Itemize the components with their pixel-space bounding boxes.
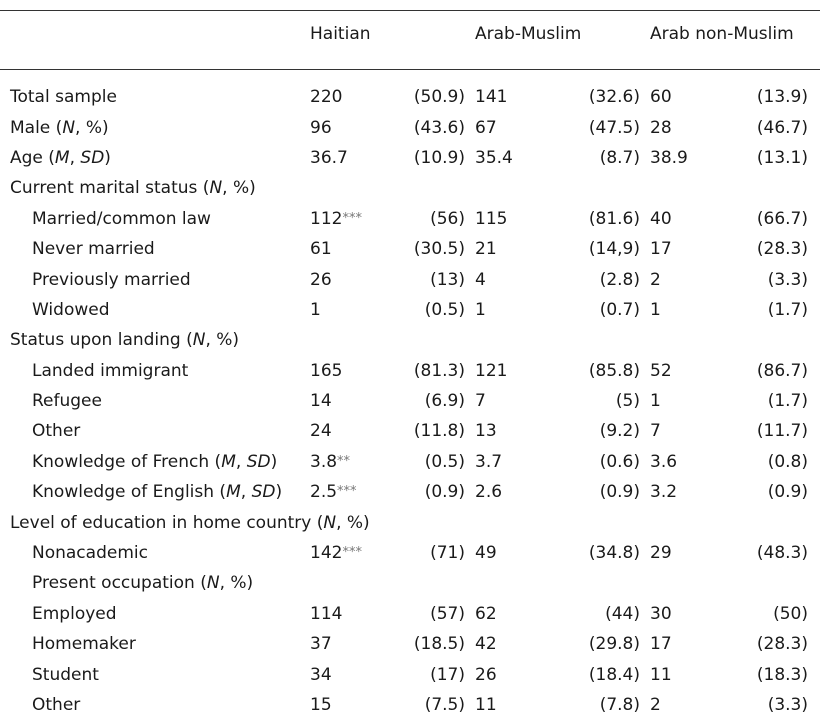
haitian-pct-cell	[395, 538, 475, 568]
row-label: Employed	[32, 603, 117, 624]
row-label: Homemaker	[32, 634, 136, 655]
haitian-pct-value: (0.5)	[424, 451, 466, 472]
haitian-n-value: 114	[310, 603, 343, 624]
row-label-part: SD	[80, 147, 105, 168]
haitian-pct-cell	[395, 295, 475, 325]
arab-muslim-n-value: 11	[475, 695, 497, 715]
row-label: Refugee	[32, 391, 102, 412]
arab-non-muslim-n-cell	[650, 234, 720, 264]
section-header-row	[0, 173, 820, 203]
arab-muslim-n-cell	[475, 416, 560, 446]
arab-muslim-pct-value: (9.2)	[599, 421, 641, 442]
arab-non-muslim-pct-cell	[720, 416, 820, 446]
arab-non-muslim-pct-value: (11.7)	[756, 421, 809, 442]
haitian-n-cell	[310, 477, 395, 507]
section-header-row	[0, 568, 820, 598]
haitian-pct-cell	[395, 416, 475, 446]
table-row	[0, 538, 820, 568]
row-label-part: M	[226, 482, 241, 503]
haitian-n-value: 14	[310, 391, 332, 412]
arab-non-muslim-pct-cell	[720, 477, 820, 507]
arab-muslim-n-value: 21	[475, 239, 497, 260]
row-label-part: SD	[246, 451, 271, 472]
arab-muslim-n-cell	[475, 477, 560, 507]
haitian-n-cell	[310, 659, 395, 689]
row-label: Never married	[32, 239, 155, 260]
arab-non-muslim-pct-cell	[720, 356, 820, 386]
arab-muslim-pct-cell	[560, 538, 650, 568]
table-row	[0, 82, 820, 112]
table-row	[0, 264, 820, 294]
haitian-pct-value: (43.6)	[413, 117, 466, 138]
row-label: Nonacademic	[32, 543, 148, 564]
table-row	[0, 599, 820, 629]
haitian-pct-cell	[395, 264, 475, 294]
haitian-pct-cell	[395, 112, 475, 142]
arab-non-muslim-n-cell	[650, 356, 720, 386]
arab-non-muslim-n-value: 52	[650, 360, 672, 381]
haitian-n-cell	[310, 112, 395, 142]
row-label-part: Present occupation (	[32, 573, 207, 594]
arab-non-muslim-n-value: 38.9	[650, 147, 688, 168]
arab-muslim-pct-cell	[560, 416, 650, 446]
arab-muslim-n-value: 13	[475, 421, 497, 442]
arab-muslim-pct-value: (0.7)	[599, 299, 641, 320]
haitian-n-cell	[310, 416, 395, 446]
row-label-part: Knowledge of French (	[32, 451, 222, 472]
arab-non-muslim-pct-value: (86.7)	[756, 360, 809, 381]
header-label-spacer	[0, 0, 310, 71]
haitian-pct-value: (30.5)	[413, 239, 466, 260]
arab-non-muslim-pct-value: (1.7)	[767, 391, 809, 412]
haitian-n-value: 15	[310, 695, 332, 715]
section-header-row	[0, 325, 820, 355]
row-label-part: N	[62, 117, 76, 138]
significance-marker: ***	[342, 545, 362, 561]
row-label: Other	[32, 695, 81, 715]
row-label-part: ,	[69, 147, 81, 168]
arab-muslim-n-value: 121	[475, 360, 508, 381]
arab-non-muslim-n-cell	[650, 204, 720, 234]
arab-muslim-n-cell	[475, 143, 560, 173]
arab-muslim-n-value: 1	[475, 299, 486, 320]
haitian-n-cell	[310, 690, 395, 720]
arab-non-muslim-pct-cell	[720, 386, 820, 416]
arab-muslim-n-value: 141	[475, 87, 508, 108]
arab-muslim-n-cell	[475, 356, 560, 386]
haitian-n-cell	[310, 447, 395, 477]
arab-non-muslim-n-cell	[650, 112, 720, 142]
arab-non-muslim-n-cell	[650, 295, 720, 325]
arab-non-muslim-n-value: 2	[650, 269, 661, 290]
row-label: Total sample	[10, 87, 117, 108]
arab-muslim-n-value: 62	[475, 603, 497, 624]
section-header-row	[0, 507, 820, 537]
row-label-part: , %)	[75, 117, 109, 138]
arab-non-muslim-pct-value: (0.9)	[767, 482, 809, 503]
arab-non-muslim-pct-cell	[720, 82, 820, 112]
haitian-pct-cell	[395, 599, 475, 629]
significance-marker: **	[337, 453, 351, 469]
arab-muslim-pct-cell	[560, 447, 650, 477]
significance-marker: ***	[337, 484, 357, 500]
arab-non-muslim-n-value: 29	[650, 543, 672, 564]
haitian-pct-value: (56)	[430, 208, 466, 229]
arab-non-muslim-n-cell	[650, 447, 720, 477]
row-label-part: Knowledge of English (	[32, 482, 227, 503]
arab-muslim-n-cell	[475, 204, 560, 234]
arab-non-muslim-n-cell	[650, 629, 720, 659]
haitian-n-value: 142	[310, 543, 343, 564]
row-label-part: M	[54, 147, 70, 168]
arab-non-muslim-pct-cell	[720, 629, 820, 659]
arab-non-muslim-n-value: 11	[650, 664, 672, 685]
haitian-n-value: 96	[310, 117, 332, 138]
haitian-pct-value: (0.5)	[424, 299, 466, 320]
table-row	[0, 629, 820, 659]
haitian-pct-value: (81.3)	[413, 360, 466, 381]
haitian-pct-cell	[395, 477, 475, 507]
table-row	[0, 234, 820, 264]
row-label-part: N	[323, 512, 337, 533]
haitian-pct-value: (0.9)	[424, 482, 466, 503]
arab-muslim-pct-value: (85.8)	[588, 360, 641, 381]
arab-non-muslim-pct-cell	[720, 538, 820, 568]
row-label: Student	[32, 664, 99, 685]
arab-muslim-pct-cell	[560, 386, 650, 416]
row-label-part: N	[206, 573, 220, 594]
arab-non-muslim-n-cell	[650, 386, 720, 416]
row-label-part: N	[192, 330, 206, 351]
table-row	[0, 416, 820, 446]
arab-non-muslim-pct-value: (3.3)	[767, 695, 809, 715]
row-label: Previously married	[32, 269, 191, 290]
arab-non-muslim-n-cell	[650, 477, 720, 507]
header-haitian: Haitian	[310, 24, 371, 44]
arab-non-muslim-n-value: 2	[650, 695, 661, 715]
haitian-pct-cell	[395, 447, 475, 477]
arab-non-muslim-pct-value: (13.9)	[756, 87, 809, 108]
arab-non-muslim-n-cell	[650, 264, 720, 294]
arab-muslim-n-cell	[475, 538, 560, 568]
arab-muslim-n-value: 26	[475, 664, 497, 685]
haitian-n-cell	[310, 234, 395, 264]
arab-muslim-pct-cell	[560, 629, 650, 659]
table-body	[0, 82, 820, 720]
arab-non-muslim-pct-value: (1.7)	[767, 299, 809, 320]
row-label	[0, 568, 310, 598]
arab-muslim-n-cell	[475, 386, 560, 416]
table-row	[0, 112, 820, 142]
arab-muslim-n-cell	[475, 264, 560, 294]
haitian-n-value: 36.7	[310, 147, 348, 168]
haitian-n-cell	[310, 295, 395, 325]
arab-non-muslim-pct-value: (66.7)	[756, 208, 809, 229]
arab-muslim-pct-value: (47.5)	[588, 117, 641, 138]
arab-non-muslim-pct-cell	[720, 112, 820, 142]
arab-muslim-pct-value: (32.6)	[588, 87, 641, 108]
arab-non-muslim-pct-value: (18.3)	[756, 664, 809, 685]
arab-muslim-n-value: 4	[475, 269, 486, 290]
arab-non-muslim-pct-value: (28.3)	[756, 634, 809, 655]
arab-non-muslim-pct-cell	[720, 659, 820, 689]
arab-non-muslim-pct-value: (3.3)	[767, 269, 809, 290]
row-label	[0, 112, 310, 142]
arab-muslim-n-cell	[475, 295, 560, 325]
arab-non-muslim-n-value: 7	[650, 421, 661, 442]
haitian-n-value: 2.5	[310, 482, 338, 503]
row-label	[0, 325, 310, 355]
haitian-pct-cell	[395, 82, 475, 112]
arab-non-muslim-n-cell	[650, 416, 720, 446]
row-label-part: ,	[235, 451, 247, 472]
arab-muslim-pct-cell	[560, 234, 650, 264]
row-label-part: , %)	[219, 573, 254, 594]
arab-non-muslim-pct-cell	[720, 295, 820, 325]
arab-non-muslim-n-value: 30	[650, 603, 672, 624]
arab-non-muslim-n-cell	[650, 143, 720, 173]
haitian-n-value: 112	[310, 208, 343, 229]
arab-muslim-n-value: 7	[475, 391, 486, 412]
arab-muslim-n-cell	[475, 82, 560, 112]
arab-muslim-pct-value: (5)	[615, 391, 641, 412]
haitian-n-cell	[310, 204, 395, 234]
haitian-pct-value: (17)	[430, 664, 466, 685]
table-row	[0, 477, 820, 507]
haitian-pct-value: (6.9)	[424, 391, 466, 412]
arab-muslim-pct-cell	[560, 599, 650, 629]
arab-muslim-n-value: 49	[475, 543, 497, 564]
arab-muslim-pct-value: (44)	[605, 603, 641, 624]
table-row	[0, 356, 820, 386]
haitian-pct-cell	[395, 234, 475, 264]
arab-muslim-n-value: 115	[475, 208, 508, 229]
haitian-n-cell	[310, 356, 395, 386]
arab-muslim-pct-value: (8.7)	[599, 147, 641, 168]
row-label	[0, 507, 370, 537]
haitian-pct-cell	[395, 659, 475, 689]
arab-non-muslim-n-cell	[650, 659, 720, 689]
arab-muslim-n-cell	[475, 659, 560, 689]
arab-muslim-pct-cell	[560, 143, 650, 173]
arab-muslim-pct-value: (7.8)	[599, 695, 641, 715]
arab-non-muslim-n-value: 1	[650, 299, 661, 320]
arab-non-muslim-n-cell	[650, 690, 720, 720]
haitian-pct-value: (57)	[430, 603, 466, 624]
haitian-pct-value: (11.8)	[413, 421, 466, 442]
haitian-pct-cell	[395, 204, 475, 234]
arab-muslim-pct-cell	[560, 82, 650, 112]
arab-muslim-pct-value: (18.4)	[588, 664, 641, 685]
row-label-part: )	[275, 482, 283, 503]
arab-muslim-n-cell	[475, 234, 560, 264]
arab-muslim-pct-value: (0.6)	[599, 451, 641, 472]
arab-non-muslim-pct-value: (0.8)	[767, 451, 809, 472]
haitian-pct-value: (71)	[430, 543, 466, 564]
arab-non-muslim-n-cell	[650, 538, 720, 568]
row-label-part: , %)	[222, 178, 256, 199]
haitian-pct-cell	[395, 356, 475, 386]
arab-non-muslim-n-value: 60	[650, 87, 672, 108]
arab-non-muslim-n-value: 17	[650, 239, 672, 260]
arab-muslim-pct-cell	[560, 477, 650, 507]
row-label	[0, 173, 310, 203]
haitian-n-value: 37	[310, 634, 332, 655]
haitian-n-cell	[310, 82, 395, 112]
arab-non-muslim-n-value: 3.6	[650, 451, 678, 472]
haitian-n-value: 1	[310, 299, 321, 320]
arab-muslim-n-cell	[475, 112, 560, 142]
table-row	[0, 295, 820, 325]
row-label: Landed immigrant	[32, 360, 189, 381]
arab-muslim-n-cell	[475, 629, 560, 659]
haitian-pct-value: (18.5)	[413, 634, 466, 655]
arab-non-muslim-pct-value: (28.3)	[756, 239, 809, 260]
arab-muslim-pct-value: (2.8)	[599, 269, 641, 290]
arab-muslim-pct-cell	[560, 659, 650, 689]
row-label-part: N	[209, 178, 223, 199]
arab-muslim-n-cell	[475, 690, 560, 720]
haitian-pct-value: (13)	[430, 269, 466, 290]
haitian-n-value: 24	[310, 421, 332, 442]
haitian-n-cell	[310, 599, 395, 629]
row-label-part: )	[270, 451, 278, 472]
arab-non-muslim-pct-cell	[720, 234, 820, 264]
header-arab-non-muslim: Arab non-Muslim	[650, 24, 794, 44]
haitian-pct-cell	[395, 386, 475, 416]
table-row	[0, 204, 820, 234]
haitian-n-cell	[310, 143, 395, 173]
significance-marker: ***	[342, 210, 362, 226]
haitian-n-cell	[310, 629, 395, 659]
arab-muslim-n-value: 67	[475, 117, 497, 138]
arab-muslim-pct-value: (0.9)	[599, 482, 641, 503]
arab-muslim-pct-value: (34.8)	[588, 543, 641, 564]
arab-non-muslim-pct-cell	[720, 690, 820, 720]
arab-muslim-n-value: 2.6	[475, 482, 503, 503]
arab-non-muslim-n-value: 3.2	[650, 482, 678, 503]
haitian-n-value: 220	[310, 87, 343, 108]
arab-non-muslim-pct-cell	[720, 264, 820, 294]
table-row	[0, 659, 820, 689]
arab-muslim-pct-value: (14,9)	[588, 239, 641, 260]
arab-non-muslim-n-value: 28	[650, 117, 672, 138]
haitian-n-value: 61	[310, 239, 332, 260]
arab-muslim-pct-cell	[560, 356, 650, 386]
arab-non-muslim-pct-cell	[720, 143, 820, 173]
arab-non-muslim-n-value: 1	[650, 391, 661, 412]
haitian-pct-value: (7.5)	[424, 695, 466, 715]
row-label	[0, 143, 310, 173]
arab-non-muslim-pct-value: (50)	[773, 603, 809, 624]
table-row	[0, 690, 820, 720]
haitian-n-value: 3.8	[310, 451, 338, 472]
haitian-n-cell	[310, 538, 395, 568]
row-label: Married/common law	[32, 208, 211, 229]
haitian-n-value: 165	[310, 360, 343, 381]
row-label-part: Age (	[10, 147, 55, 168]
haitian-pct-cell	[395, 629, 475, 659]
arab-muslim-n-cell	[475, 599, 560, 629]
haitian-pct-cell	[395, 690, 475, 720]
haitian-pct-value: (50.9)	[413, 87, 466, 108]
arab-non-muslim-pct-cell	[720, 204, 820, 234]
row-label: Other	[32, 421, 81, 442]
arab-non-muslim-n-value: 40	[650, 208, 672, 229]
arab-muslim-n-value: 42	[475, 634, 497, 655]
arab-muslim-pct-cell	[560, 690, 650, 720]
arab-non-muslim-pct-value: (13.1)	[756, 147, 809, 168]
row-label-part: , %)	[205, 330, 240, 351]
table-row	[0, 143, 820, 173]
arab-muslim-pct-cell	[560, 295, 650, 325]
arab-muslim-n-cell	[475, 447, 560, 477]
arab-non-muslim-pct-cell	[720, 447, 820, 477]
arab-muslim-pct-value: (81.6)	[588, 208, 641, 229]
row-label-part: )	[104, 147, 111, 168]
arab-non-muslim-n-cell	[650, 599, 720, 629]
table-row	[0, 386, 820, 416]
haitian-n-cell	[310, 386, 395, 416]
arab-muslim-pct-cell	[560, 112, 650, 142]
arab-non-muslim-pct-cell	[720, 599, 820, 629]
row-label-part: M	[221, 451, 236, 472]
row-label-part: Status upon landing (	[10, 330, 193, 351]
header-row	[0, 0, 820, 71]
row-label: Widowed	[32, 299, 110, 320]
row-label-part: Level of education in home country (	[10, 512, 324, 533]
row-label-part: Male (	[10, 117, 63, 138]
table-row	[0, 447, 820, 477]
row-label-part: , %)	[336, 512, 370, 533]
haitian-pct-cell	[395, 143, 475, 173]
haitian-n-value: 26	[310, 269, 332, 290]
row-label-part: ,	[240, 482, 252, 503]
haitian-pct-value: (10.9)	[413, 147, 466, 168]
row-label	[0, 477, 310, 507]
row-label-part: SD	[251, 482, 276, 503]
arab-non-muslim-n-cell	[650, 82, 720, 112]
header-arab-muslim: Arab-Muslim	[475, 24, 582, 44]
arab-muslim-n-value: 3.7	[475, 451, 503, 472]
row-label	[0, 447, 310, 477]
arab-muslim-pct-cell	[560, 204, 650, 234]
arab-muslim-pct-value: (29.8)	[588, 634, 641, 655]
arab-muslim-n-value: 35.4	[475, 147, 513, 168]
haitian-n-cell	[310, 264, 395, 294]
arab-muslim-pct-cell	[560, 264, 650, 294]
haitian-n-value: 34	[310, 664, 332, 685]
arab-non-muslim-pct-value: (48.3)	[756, 543, 809, 564]
arab-non-muslim-n-value: 17	[650, 634, 672, 655]
arab-non-muslim-pct-value: (46.7)	[756, 117, 809, 138]
row-label-part: Current marital status (	[10, 178, 210, 199]
